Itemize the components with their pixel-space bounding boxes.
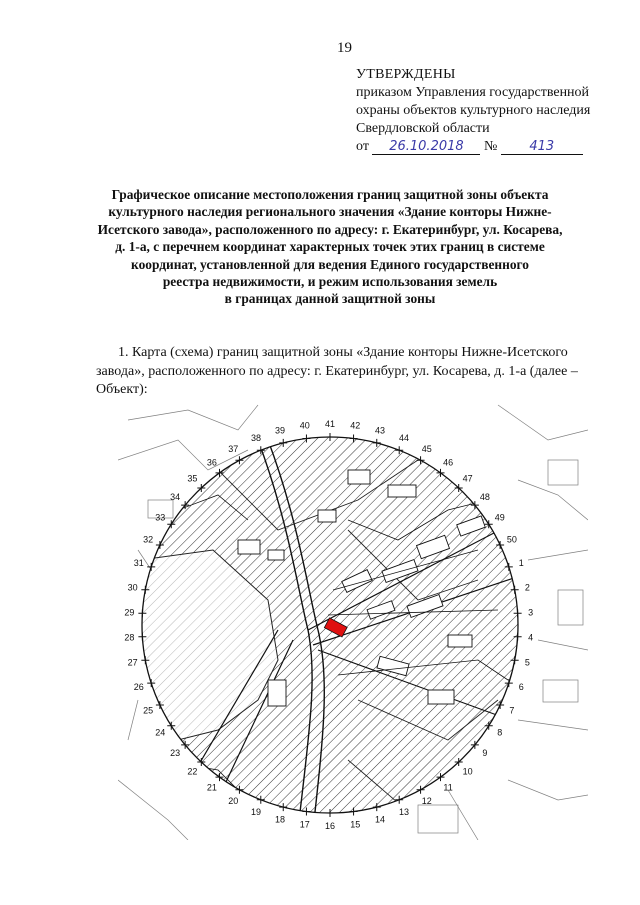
boundary-point-label: 24 [155, 727, 166, 738]
intro-line-1 [96, 344, 610, 363]
boundary-point-label: 25 [143, 705, 154, 716]
boundary-point-label: 15 [350, 819, 361, 830]
approval-number: 413 [529, 139, 555, 154]
boundary-point-label: 19 [250, 806, 262, 817]
intro-line-2: завода», расположенного по адресу: г. Екатеринбург, ул. Косарева, д. 1-а (далее – [96, 363, 578, 379]
title-line: реестра недвижимости, и режим использования земель [162, 274, 498, 290]
intro-line-3: Объект): [96, 382, 148, 397]
boundary-point-label: 40 [299, 420, 310, 431]
intro-paragraph [96, 344, 610, 400]
boundary-point-label: 45 [421, 443, 432, 454]
boundary-point-label: 26 [133, 682, 144, 693]
approval-number-field [501, 140, 583, 155]
boundary-point-label: 29 [124, 607, 135, 618]
approval-line-2: приказом Управления государственной [356, 85, 590, 100]
boundary-point-label: 32 [143, 534, 154, 545]
boundary-point-label: 38 [250, 433, 262, 444]
title-line: в границах данной защитной зоны [224, 291, 436, 307]
number-label: № [483, 139, 498, 154]
title-line: координат, установленной для ведения Единого государственного [131, 256, 529, 272]
boundary-point-label: 13 [398, 806, 410, 817]
boundary-point-label: 21 [206, 782, 217, 793]
boundary-point-label: 44 [398, 433, 410, 444]
boundary-point-label: 20 [228, 796, 239, 807]
boundary-point-label: 47 [462, 473, 473, 484]
approval-block [356, 66, 590, 156]
boundary-point-label: 36 [206, 457, 217, 468]
boundary-point-label: 34 [170, 491, 181, 502]
intro-text-1: 1. Карта (схема) границ защитной зоны «Здание конторы Нижне-Исетского [118, 345, 568, 360]
protection-zone-map [118, 400, 588, 840]
boundary-point-label: 37 [228, 443, 239, 454]
boundary-point-label: 28 [124, 632, 135, 643]
boundary-point-label: 10 [462, 766, 473, 777]
boundary-point-label: 4 [528, 632, 534, 643]
title-line: Графическое описание местоположения границ защитной зоны объекта [111, 187, 549, 202]
boundary-point-label: 46 [443, 457, 454, 468]
boundary-point-label: 1 [518, 557, 524, 568]
boundary-point-label: 14 [374, 814, 386, 825]
boundary-point-label: 3 [528, 607, 534, 618]
boundary-point-label: 18 [274, 814, 286, 825]
boundary-point-label: 17 [299, 819, 310, 830]
boundary-point-label: 41 [324, 419, 336, 429]
boundary-point-label: 9 [482, 748, 488, 759]
approval-date-line [356, 138, 590, 156]
boundary-point-label: 2 [524, 582, 530, 593]
boundary-point-label: 42 [350, 420, 361, 431]
approval-line-4: Свердловской области [356, 121, 490, 136]
document-title [60, 186, 600, 308]
boundary-point-label: 39 [274, 425, 286, 436]
boundary-point-label: 31 [133, 557, 144, 568]
boundary-point-label: 30 [127, 582, 138, 593]
approval-date: 26.10.2018 [389, 139, 464, 154]
boundary-point-label: 48 [479, 491, 490, 502]
approval-date-field [372, 140, 480, 155]
boundary-point-label: 33 [155, 512, 166, 523]
boundary-point-label: 50 [506, 534, 517, 545]
title-line: д. 1-а, с перечнем координат характерных точек этих границ в системе [115, 239, 545, 255]
boundary-point-label: 23 [170, 748, 181, 759]
boundary-point-label: 12 [421, 796, 432, 807]
boundary-point-label: 16 [324, 821, 336, 831]
boundary-point-label: 49 [494, 512, 505, 523]
title-line: культурного наследия регионального значения «Здание конторы Нижне- [108, 204, 552, 220]
page-number: 19 [337, 40, 352, 56]
approval-line-3: охраны объектов культурного наследия [356, 103, 591, 118]
from-label: от [356, 139, 369, 154]
title-line: Исетского завода», расположенного по адресу: г. Екатеринбург, ул. Косарева, [97, 221, 563, 237]
boundary-point-label: 5 [524, 657, 530, 668]
boundary-point-label: 11 [443, 782, 453, 793]
boundary-point-label: 35 [187, 473, 198, 484]
boundary-point-label: 7 [509, 705, 515, 716]
boundary-point-label: 27 [127, 657, 138, 668]
boundary-point-label: 43 [374, 425, 386, 436]
boundary-point-label: 22 [187, 766, 198, 777]
approval-heading: УТВЕРЖДЕНЫ [356, 67, 456, 82]
boundary-point-label: 8 [497, 727, 503, 738]
boundary-point-label: 6 [518, 682, 524, 693]
